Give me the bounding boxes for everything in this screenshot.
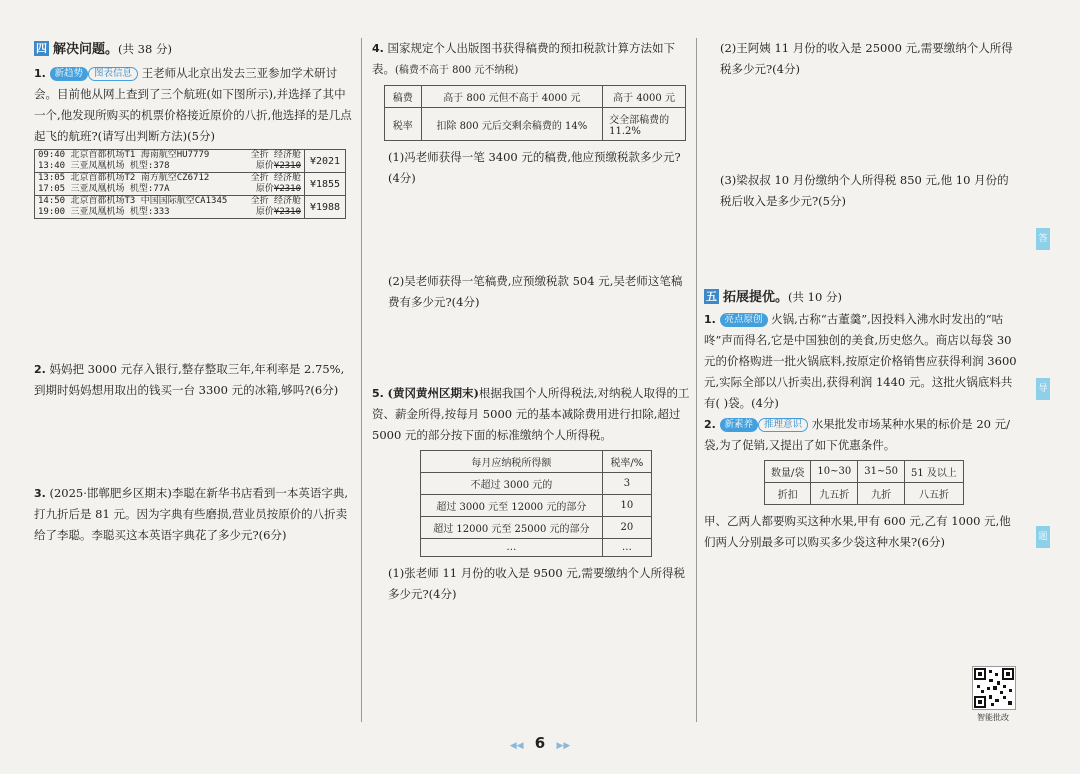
table-cell: …: [602, 539, 651, 557]
table-cell: 超过 3000 元至 12000 元的部分: [421, 495, 603, 517]
flight-class: 全折 经济舱: [244, 173, 305, 185]
table-cell: 八五折: [905, 483, 964, 505]
column-left: [34, 38, 352, 546]
question-text: (2025·邯郸肥乡区期末)李聪在新华书店看到一本英语字典,打九折后是 81 元。因为字典有些磨损,营业员按原价的八折卖给了李聪。李聪买这本英语字典花了多少元?(6分): [34, 486, 349, 542]
column-divider: [696, 38, 697, 722]
table-cell: 10: [602, 495, 651, 517]
question-5: [372, 383, 690, 605]
next-arrows-icon: ▶▶: [556, 741, 571, 751]
question-text: 王老师从北京出发去三亚参加学术研讨会。目前他从网上查到了三个航班(如下图所示),并选择了其中一个,他发现所购买的机票价格接近原价的八折,他选择的是几点起飞的航班?(请写出判断方法)(5分): [34, 66, 352, 143]
table-cell: 3: [602, 473, 651, 495]
table-cell: 税率: [385, 108, 422, 141]
table-cell: 20: [602, 517, 651, 539]
qr-code[interactable]: [972, 666, 1016, 710]
side-tab[interactable]: 导: [1036, 378, 1050, 400]
page-number: 6: [534, 734, 546, 752]
table-header: 每月应纳税所得额: [421, 451, 603, 473]
question-number: 2.: [704, 418, 716, 431]
column-middle: [372, 38, 690, 605]
flight-price: ¥2021: [305, 150, 346, 173]
royalty-tax-table: [384, 85, 686, 141]
table-cell: 高于 800 元但不高于 4000 元: [421, 86, 603, 108]
sub-question: (1)冯老师获得一笔 3400 元的稿费,他应预缴税款多少元?(4分): [388, 150, 681, 185]
question-extension-1: [704, 309, 1020, 414]
flight-class: 全折 经济舱: [244, 196, 305, 208]
table-cell: 31~50: [858, 461, 905, 483]
table-cell: 高于 4000 元: [603, 86, 686, 108]
table-cell: 51 及以上: [905, 461, 964, 483]
side-tab[interactable]: 题: [1036, 526, 1050, 548]
flight-row: [35, 173, 346, 185]
question-1: [34, 63, 352, 219]
table-header: 税率/%: [602, 451, 651, 473]
flight-original-price: [244, 207, 305, 219]
flight-arrival: 17:05 三亚凤凰机场 机型:77A: [35, 184, 244, 196]
flight-route: 09:40 北京首都机场T1 海南航空HU7779: [35, 150, 244, 162]
qr-code-icon: [973, 667, 1015, 709]
table-row: [421, 539, 652, 557]
section-score: (共 38 分): [118, 42, 172, 56]
section-score: (共 10 分): [788, 290, 842, 304]
table-cell: 不超过 3000 元的: [421, 473, 603, 495]
section-badge: 四: [36, 42, 47, 55]
section-title: 解决问题。: [53, 42, 119, 57]
question-text: 甲、乙两人都要购买这种水果,甲有 600 元,乙有 1000 元,他们两人分别最多可以购买多少袋这种水果?(6分): [704, 514, 1011, 549]
tag-reasoning: 推理意识: [758, 418, 808, 432]
flight-original-price: [244, 184, 305, 196]
table-cell: 九折: [858, 483, 905, 505]
sub-question: (2)吴老师获得一笔稿费,应预缴税款 504 元,吴老师这笔稿费有多少元?(4分): [388, 274, 683, 309]
table-cell: [603, 108, 686, 141]
tag-original: 亮点原创: [720, 313, 768, 327]
question-text: 根据我国个人所得税法,对纳税人取得的工资、薪金所得,按每月 5000 元的基本减除费用进行扣除,超过 5000 元的部分按下面的标准缴纳个人所得税。: [372, 386, 690, 442]
question-extension-2: [704, 414, 1020, 553]
question-note: (稿费不高于 800 元不纳税): [395, 65, 519, 76]
question-text: 妈妈把 3000 元存入银行,整存整取三年,年利率是 2.75%,到期时妈妈想用取出的钱买一台 3300 元的冰箱,够吗?(6分): [34, 362, 345, 397]
flight-route: 14:50 北京首都机场T3 中国国际航空CA1345: [35, 196, 244, 208]
original-price-label: 原价: [255, 184, 274, 194]
qr-label: 智能批改: [977, 713, 1009, 722]
flight-table: [34, 149, 346, 219]
flight-row: [35, 184, 346, 196]
sub-question: (1)张老师 11 月份的收入是 9500 元,需要缴纳个人所得税多少元?(4分): [388, 566, 685, 601]
original-price-label: 原价: [255, 207, 274, 217]
table-cell: 折扣: [765, 483, 811, 505]
table-cell: …: [421, 539, 603, 557]
flight-price: ¥1988: [305, 196, 346, 219]
table-cell: 超过 12000 元至 25000 元的部分: [421, 517, 603, 539]
flight-row: [35, 161, 346, 173]
question-text: 火锅,古称“古董羹”,因投料入沸水时发出的“咕咚”声而得名,它是中国独创的美食,历史悠久。商店以每袋 30 元的价格购进一批火锅底料,按原定价格销售应获得利润 3600 元,实际全部以八折卖出,获得利润 1440 元。这批火锅底料共有( )袋。(4分): [704, 312, 1017, 410]
sub-question: (3)梁叔叔 10 月份缴纳个人所得税 850 元,他 10 月份的税后收入是多少元?(5分): [720, 173, 1009, 208]
table-row: [421, 473, 652, 495]
page-number-bar: [490, 734, 590, 752]
original-price-label: 原价: [255, 161, 274, 171]
section-four-heading: [34, 38, 352, 61]
question-text: 水果批发市场某种水果的标价是 20 元/袋,为了促销,又提出了如下优惠条件。: [704, 417, 1011, 452]
question-number: 1.: [34, 67, 46, 80]
table-cell: 10~30: [811, 461, 858, 483]
section-title: 拓展提优。: [723, 290, 789, 305]
tag-new-literacy: 新素养: [720, 418, 759, 432]
question-number: 3.: [34, 487, 46, 500]
question-2: [34, 359, 352, 401]
table-row: [421, 495, 652, 517]
question-text: 国家规定个人出版图书获得稿费的预扣税款计算方法如下表。: [372, 41, 675, 76]
table-cell: 稿费: [385, 86, 422, 108]
table-cell: 九五折: [811, 483, 858, 505]
section-five-heading: [704, 286, 1020, 309]
flight-original-price: [244, 161, 305, 173]
income-tax-table: [420, 450, 652, 557]
section-badge: 五: [706, 290, 717, 303]
question-source: (黄冈黄州区期末): [387, 386, 479, 400]
flight-arrival: 19:00 三亚凤凰机场 机型:333: [35, 207, 244, 219]
table-row: [421, 517, 652, 539]
sub-question: (2)王阿姨 11 月份的收入是 25000 元,需要缴纳个人所得税多少元?(4分): [720, 41, 1013, 76]
column-divider: [361, 38, 362, 722]
original-price-value: ¥2310: [273, 207, 301, 217]
table-cell: 扣除 800 元后交剩余稿费的 14%: [421, 108, 603, 141]
question-number: 4.: [372, 42, 384, 55]
column-right: [704, 38, 1020, 553]
table-cell-line: 交全部稿费的: [609, 115, 670, 126]
original-price-value: ¥2310: [273, 184, 301, 194]
side-tab[interactable]: 答: [1036, 228, 1050, 250]
prev-arrows-icon: ◀◀: [509, 741, 524, 751]
question-number: 2.: [34, 363, 46, 376]
question-4: [372, 38, 690, 313]
flight-row: [35, 196, 346, 208]
question-number: 1.: [704, 313, 716, 326]
discount-table: [764, 460, 964, 505]
table-cell: 数量/袋: [765, 461, 811, 483]
flight-route: 13:05 北京首都机场T2 南方航空CZ6712: [35, 173, 244, 185]
flight-class: 全折 经济舱: [244, 150, 305, 162]
tag-new-trend: 新趋势: [50, 67, 89, 81]
table-cell-line: 11.2%: [609, 126, 641, 137]
question-number: 5.: [372, 387, 384, 400]
question-3: [34, 483, 352, 546]
flight-row: [35, 150, 346, 162]
flight-price: ¥1855: [305, 173, 346, 196]
flight-row: [35, 207, 346, 219]
tag-chart-info: 图表信息: [88, 67, 138, 81]
flight-arrival: 13:40 三亚凤凰机场 机型:378: [35, 161, 244, 173]
original-price-value: ¥2310: [273, 161, 301, 171]
